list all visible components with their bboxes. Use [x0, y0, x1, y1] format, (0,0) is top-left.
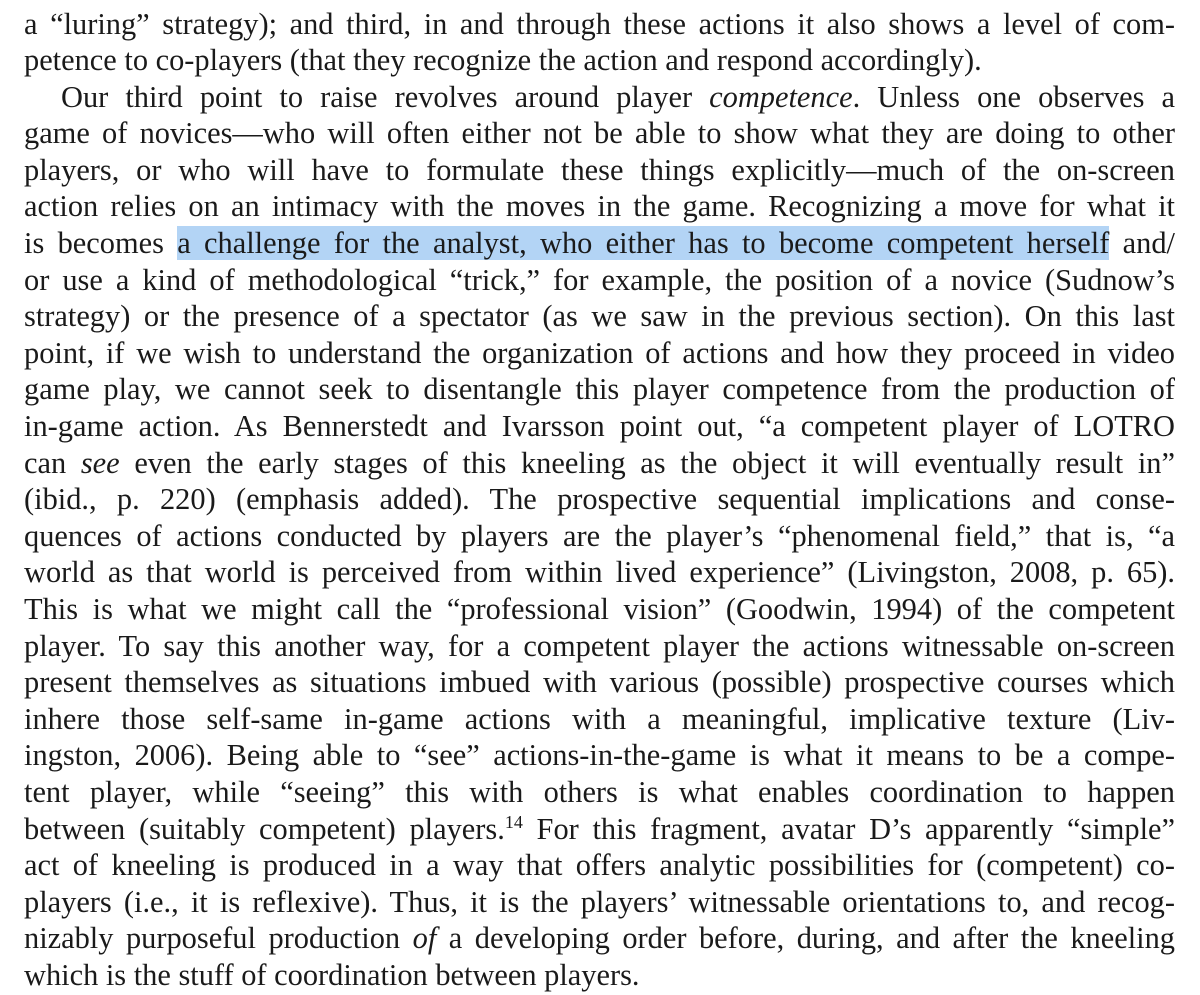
text-line: inhere those self-same in-game actions with a meaningful, implicative texture (Liv-	[24, 702, 1175, 736]
highlighted-text-selection[interactable]: a challenge for the analyst, who either has to become competent herself	[177, 226, 1110, 260]
text-line: action relies on an intimacy with the moves in the game. Recognizing a move for what it	[24, 189, 1175, 223]
emphasis-of: of	[412, 921, 437, 955]
text-line: can see even the early stages of this kneeling as the object it will eventually result in”	[24, 446, 1175, 480]
text-line: a “luring” strategy); and third, in and through these actions it also shows a level of com-	[24, 7, 1175, 41]
text-line: players, or who will have to formulate these things explicitly—much of the on-screen	[24, 153, 1175, 187]
text-line: strategy) or the presence of a spectator (as we saw in the previous section). On this last	[24, 299, 1175, 333]
text-line: present themselves as situations imbued with various (possible) prospective courses which	[24, 665, 1175, 699]
text-line: game of novices—who will often either not be able to show what they are doing to other	[24, 116, 1175, 150]
text-line: or use a kind of methodological “trick,” for example, the position of a novice (Sudnow’s	[24, 263, 1175, 297]
text-line: players (i.e., it is reflexive). Thus, it is the players’ witnessable orientations to, and recog-	[24, 885, 1175, 919]
text-line: This is what we might call the “professional vision” (Goodwin, 1994) of the competent	[24, 592, 1175, 626]
text-line: player. To say this another way, for a competent player the actions witnessable on-screen	[24, 629, 1175, 663]
text-line: is becomes a challenge for the analyst, who either has to become competent herself and/	[24, 226, 1175, 260]
text-line: in-game action. As Bennerstedt and Ivarsson point out, “a competent player of LOTRO	[24, 409, 1175, 443]
text-line: which is the stuff of coordination between players.	[24, 958, 640, 992]
text-line: between (suitably competent) players.$^{14}$ For this fragment, avatar D’s apparently “simple”	[24, 812, 1176, 846]
footnote-marker[interactable]: 14	[504, 812, 523, 832]
text-line: act of kneeling is produced in a way that offers analytic possibilities for (competent) co-	[24, 848, 1175, 882]
text-line: ingston, 2006). Being able to “see” actions-in-the-game is what it means to be a compe-	[24, 738, 1175, 772]
text-line: petence to co-players (that they recognize the action and respond accordingly).	[24, 43, 982, 77]
text-line: point, if we wish to understand the organization of actions and how they proceed in video	[24, 336, 1175, 370]
emphasis-competence: competence	[709, 80, 853, 114]
text-line: (ibid., p. 220) (emphasis added). The prospective sequential implications and conse-	[24, 482, 1175, 516]
text-line: nizably purposeful production of a developing order before, during, and after the kneeling	[24, 921, 1175, 955]
text-line: tent player, while “seeing” this with others is what enables coordination to happen	[24, 775, 1175, 809]
text-line: game play, we cannot seek to disentangle this player competence from the production of	[24, 372, 1175, 406]
text-line: Our third point to raise revolves around player competence. Unless one observes a	[61, 80, 1175, 114]
text-line: world as that world is perceived from within lived experience” (Livingston, 2008, p. 65).	[24, 555, 1175, 589]
text-line: quences of actions conducted by players are the player’s “phenomenal field,” that is, “a	[24, 519, 1175, 553]
emphasis-see: see	[80, 446, 120, 480]
